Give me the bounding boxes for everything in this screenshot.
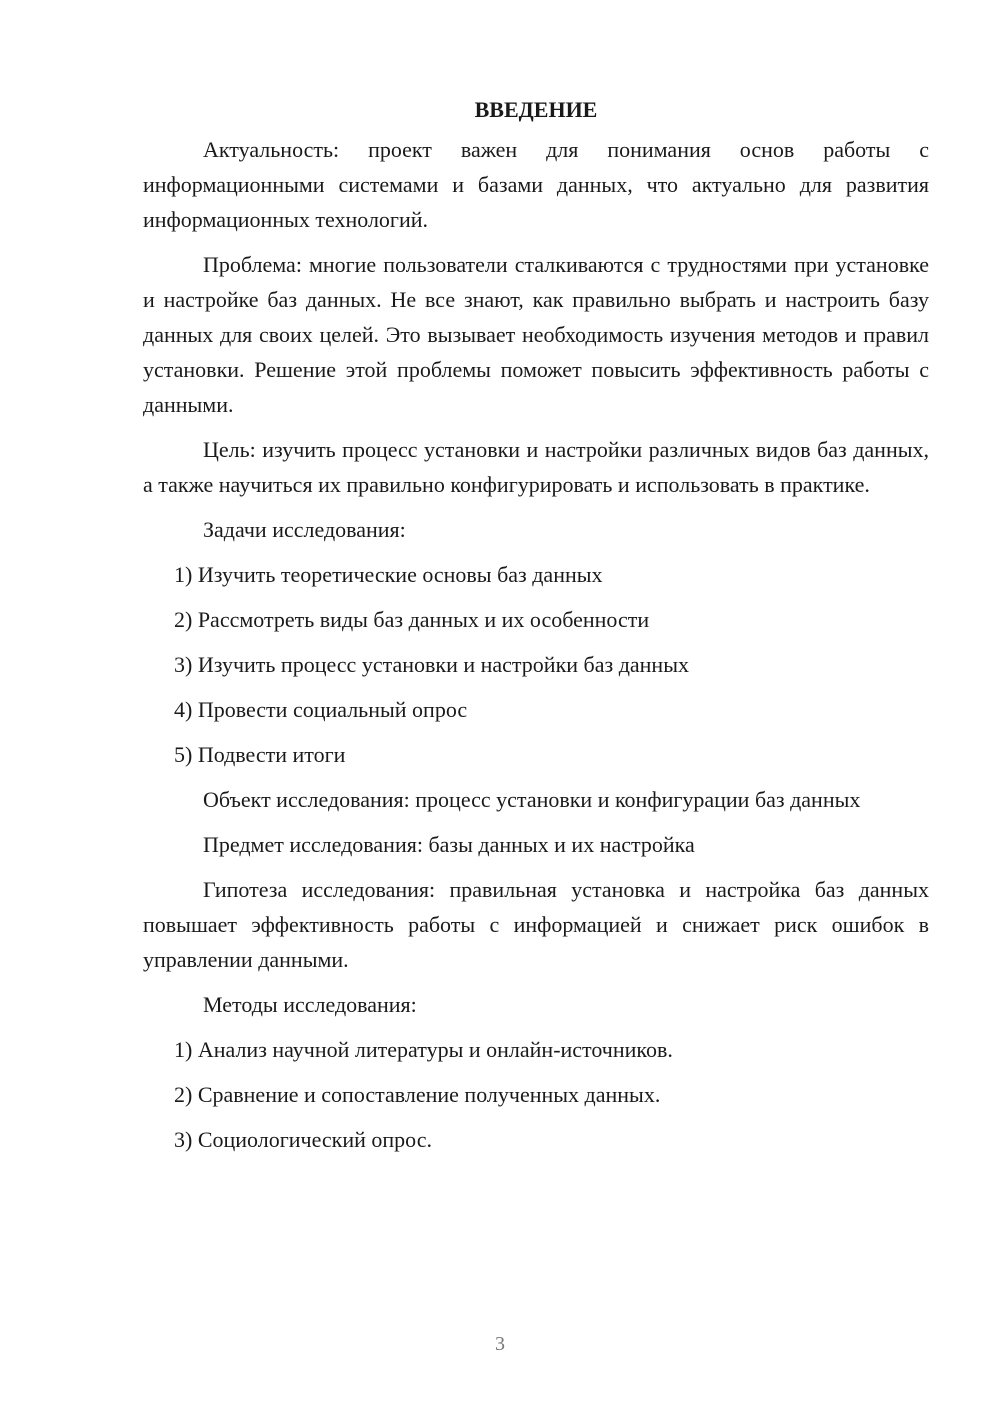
relevance-paragraph: Актуальность: проект важен для понимания основ работы с информационными системами и базами данных, что актуально для развития информационных технологий.: [143, 137, 929, 232]
document-body: [143, 92, 929, 1167]
problem-paragraph: Проблема: многие пользователи сталкиваются с трудностями при установке и настройке баз данных. Не все знают, как правильно выбрать и настроить базу данных для своих целей. Это вызывает необходимость изучения методов и правил установки. Решение этой проблемы поможет повысить эффективность работы с данными.: [143, 252, 929, 417]
task-item: 2) Рассмотреть виды баз данных и их особенности: [174, 607, 650, 632]
task-item: 1) Изучить теоретические основы баз данных: [174, 562, 603, 587]
subject-paragraph: Предмет исследования: базы данных и их настройка: [203, 832, 695, 857]
page-number: 3: [495, 1333, 505, 1355]
goal-paragraph: Цель: изучить процесс установки и настройки различных видов баз данных, а также научиться их правильно конфигурировать и использовать в практике.: [143, 437, 929, 497]
task-item: 4) Провести социальный опрос: [174, 697, 468, 722]
task-item: 3) Изучить процесс установки и настройки баз данных: [174, 652, 689, 677]
task-item: 5) Подвести итоги: [174, 742, 346, 767]
method-item: 3) Социологический опрос.: [174, 1127, 432, 1152]
object-paragraph: Объект исследования: процесс установки и конфигурации баз данных: [203, 787, 861, 812]
method-item: 1) Анализ научной литературы и онлайн-источников.: [174, 1037, 673, 1062]
methods-heading: Методы исследования:: [203, 992, 417, 1017]
tasks-heading: Задачи исследования:: [203, 517, 406, 542]
method-item: 2) Сравнение и сопоставление полученных данных.: [174, 1082, 661, 1107]
hypothesis-paragraph: Гипотеза исследования: правильная установка и настройка баз данных повышает эффективность работы с информацией и снижает риск ошибок в управлении данными.: [143, 877, 929, 972]
section-title: ВВЕДЕНИЕ: [474, 97, 598, 122]
